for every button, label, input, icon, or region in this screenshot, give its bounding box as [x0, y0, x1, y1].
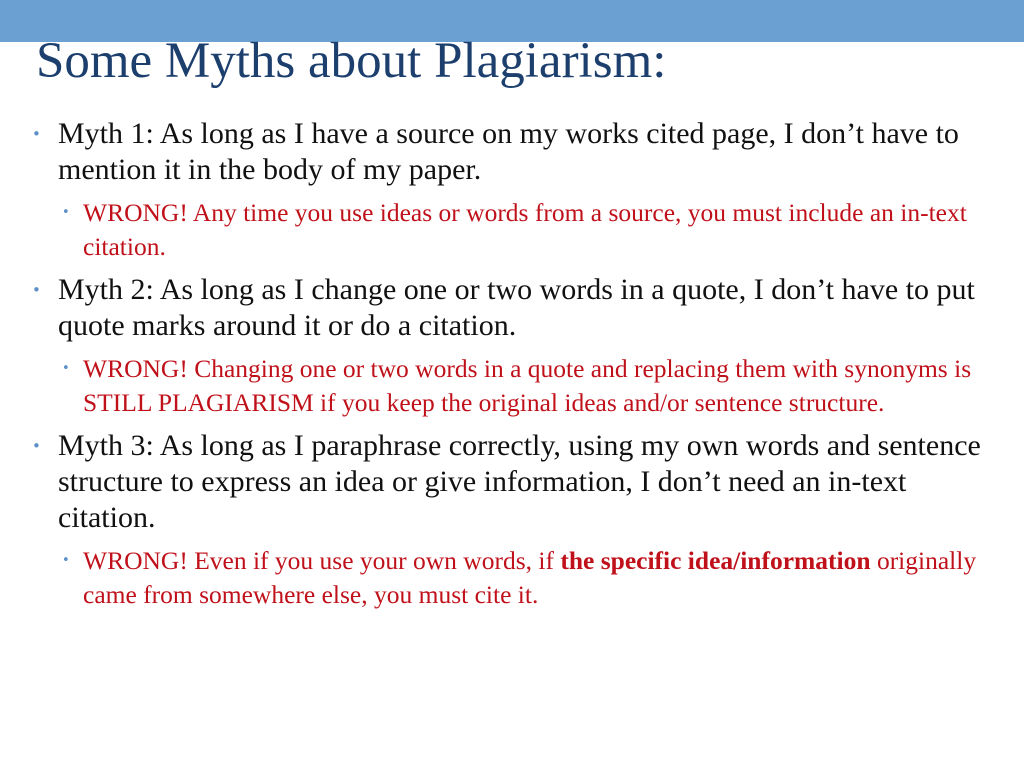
myth-3-answer-start: WRONG! Even if you use your own words, if	[83, 546, 561, 575]
myth-3-item	[32, 428, 992, 536]
myth-2-answer-item	[62, 352, 992, 420]
bullet-icon: •	[32, 437, 41, 455]
slide-body	[32, 116, 992, 620]
myth-1-answer-item	[62, 196, 992, 264]
myth-3-answer-end: originally came from somewhere else, you must cite it.	[83, 546, 977, 609]
myth-3-answer	[83, 546, 976, 609]
slide-title: Some Myths about Plagiarism:	[36, 33, 667, 89]
bullet-icon: •	[62, 205, 70, 220]
bullet-icon: •	[62, 553, 70, 568]
myth-2-item	[32, 272, 992, 344]
myth-3-answer-item	[62, 544, 992, 612]
myth-2-answer: WRONG! Changing one or two words in a quote and replacing them with synonyms is STILL PLAGIARISM if you keep the original ideas and/or sentence structure.	[83, 354, 972, 417]
myth-3-answer-emphasis: the specific idea/information	[560, 546, 871, 575]
myth-1-item	[32, 116, 992, 188]
myth-1-text: Myth 1: As long as I have a source on my works cited page, I don’t have to mention it in the body of my paper.	[58, 117, 959, 186]
myth-1-answer: WRONG! Any time you use ideas or words from a source, you must include an in-text citation.	[83, 198, 967, 261]
bullet-icon: •	[62, 361, 70, 376]
myth-3-text: Myth 3: As long as I paraphrase correctly, using my own words and sentence structure to express an idea or give information, I don’t need an in-text citation.	[58, 429, 981, 534]
myth-2-text: Myth 2: As long as I change one or two words in a quote, I don’t have to put quote marks around it or do a citation.	[58, 273, 975, 342]
bullet-icon: •	[32, 125, 41, 143]
bullet-icon: •	[32, 281, 41, 299]
